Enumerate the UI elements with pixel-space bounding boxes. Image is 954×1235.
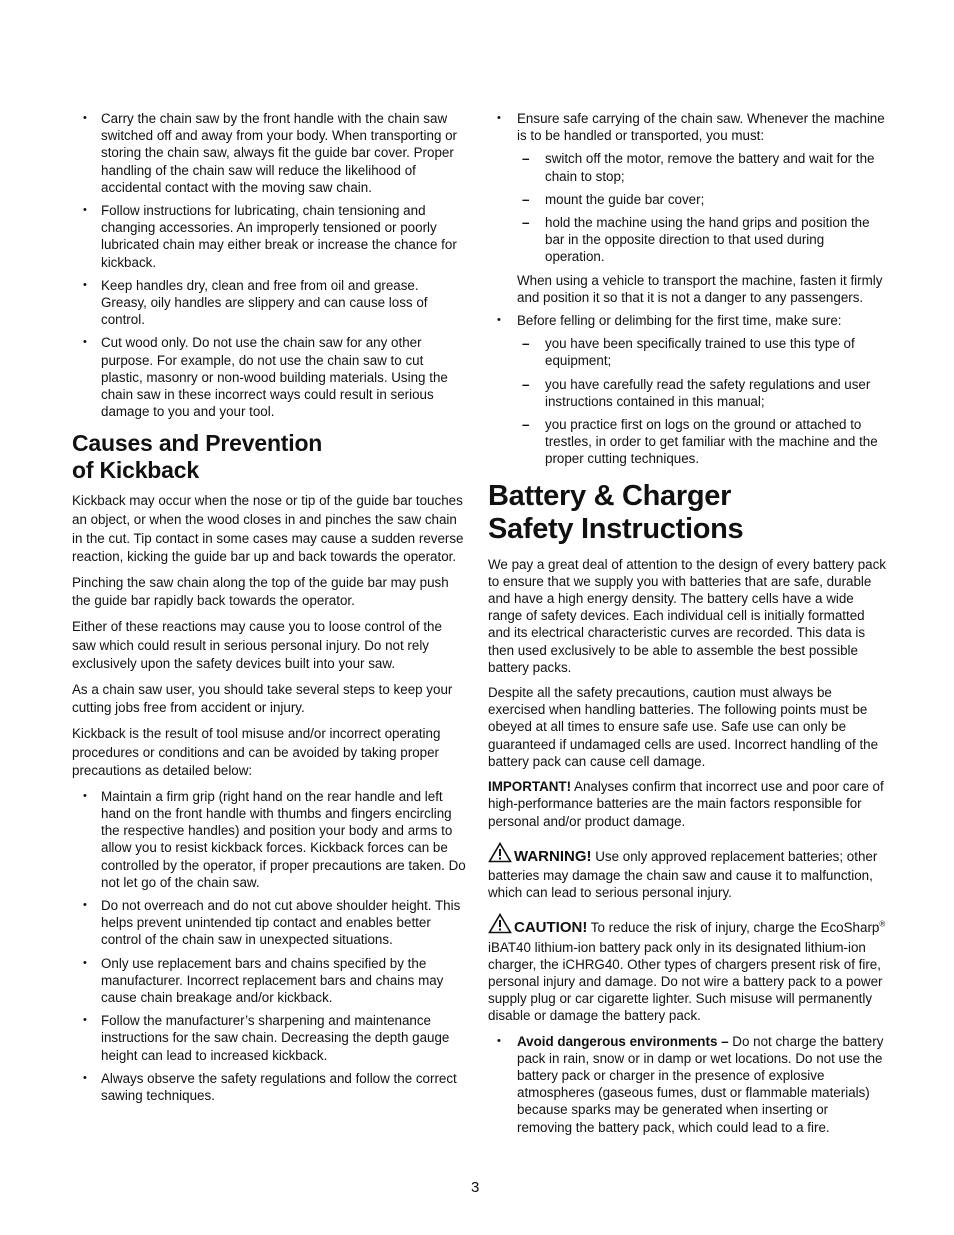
- dash-icon: –: [522, 376, 530, 392]
- list-item-text: Before felling or delimbing for the first time, make sure:: [517, 313, 842, 329]
- list-item-text: Keep handles dry, clean and free from oil and grease. Greasy, oily handles are slippery and can cause loss of control.: [101, 277, 428, 328]
- bullet-icon: •: [83, 1014, 87, 1027]
- dash-item: [517, 416, 886, 468]
- dash-item-text: hold the machine using the hand grips and position the bar in the opposite direction to that used during operation.: [545, 215, 870, 265]
- kickback-precautions-list: [72, 788, 467, 1104]
- list-item-text: Ensure safe carrying of the chain saw. Whenever the machine is to be handled or transported, you must:: [517, 111, 885, 144]
- bullet-icon: •: [83, 789, 87, 802]
- list-item: [72, 788, 467, 891]
- warning-label: WARNING!: [514, 847, 592, 865]
- bullet-icon: •: [497, 314, 501, 327]
- list-item: [488, 312, 886, 468]
- list-item-text: Only use replacement bars and chains specified by the manufacturer. Incorrect replacement bars and chains may cause chain breakage and/or kickback.: [101, 955, 444, 1005]
- list-item: [72, 897, 467, 949]
- kickback-heading: [72, 430, 467, 484]
- list-item: [488, 1033, 886, 1136]
- list-item-text: Follow the manufacturer’s sharpening and maintenance instructions for the saw chain. Decreasing the depth gauge height can lead to increased kickback.: [101, 1013, 450, 1063]
- bullet-icon: •: [497, 1034, 501, 1047]
- battery-paragraph: We pay a great deal of attention to the design of every battery pack to ensure that we supply you with batteries that are safe, durable and have a high energy density. The battery cells have a wide range of safety devices. Each individual cell is initially formatted and its electrical characteristic curves are recorded. This data is then used exclusively to be able to assemble the best possible battery packs.: [488, 556, 886, 675]
- list-item: [72, 1070, 467, 1104]
- felling-dash-list: [517, 335, 886, 467]
- bullet-icon: •: [83, 204, 87, 217]
- list-item: [72, 955, 467, 1007]
- battery-paragraph: Despite all the safety precautions, caution must always be exercised when handling batteries. The following points must be obeyed at all times to ensure safe use. Safe use can only be guaranteed if undamaged cells are used. Incorrect handling of the battery pack can cause cell damage.: [488, 685, 879, 769]
- battery-heading-line1: Battery & Charger: [488, 479, 732, 512]
- list-item-text: Always observe the safety regulations and follow the correct sawing techniques.: [101, 1070, 457, 1104]
- important-label: IMPORTANT!: [488, 779, 572, 795]
- list-item: [488, 110, 886, 306]
- warning-text: Use only approved replacement batteries; other batteries may damage the chain saw and cause it to malfunction, which can lead to serious personal injury.: [488, 848, 878, 901]
- list-item: [72, 334, 467, 420]
- list-item: [72, 1012, 467, 1064]
- carry-dash-list: [517, 150, 886, 265]
- bullet-icon: •: [83, 336, 87, 349]
- dash-item-text: you have been specifically trained to use this type of equipment;: [545, 336, 855, 369]
- bullet-icon: •: [497, 112, 501, 124]
- kickback-paragraph: Pinching the saw chain along the top of the guide bar may push the guide bar rapidly back towards the operator.: [72, 574, 449, 609]
- page-number: 3: [471, 1179, 480, 1196]
- dash-icon: –: [522, 215, 530, 231]
- dash-icon: –: [522, 151, 530, 167]
- caution-text: To reduce the risk of injury, charge the EcoSharp: [587, 920, 880, 936]
- registered-mark: ®: [879, 919, 886, 929]
- important-text: Analyses confirm that incorrect use and poor care of high-performance batteries are the main factors responsible for personal and/or product damage.: [488, 779, 884, 829]
- right-column: [488, 110, 886, 1142]
- list-item: [72, 202, 467, 271]
- caution-label: CAUTION!: [514, 919, 588, 937]
- battery-heading: [488, 480, 886, 546]
- avoid-label: Avoid dangerous environments –: [517, 1033, 729, 1049]
- battery-heading-line2: Safety Instructions: [488, 512, 744, 545]
- dash-item: [517, 335, 886, 369]
- bullet-icon: •: [83, 898, 87, 911]
- list-item-text: Do not overreach and do not cut above shoulder height. This helps prevent unintended tip contact and enables better control of the chain saw in unexpected situations.: [101, 897, 461, 948]
- kickback-heading-line2: of Kickback: [72, 457, 199, 484]
- bullet-icon: •: [83, 956, 87, 969]
- left-column: [72, 110, 467, 1110]
- dash-icon: –: [522, 417, 530, 433]
- dash-item-text: mount the guide bar cover;: [545, 191, 705, 207]
- list-item-text: Follow instructions for lubricating, chain tensioning and changing accessories. An improperly tensioned or poorly lubricated chain may either break or increase the chance for kickback.: [101, 203, 457, 270]
- dash-item-text: you have carefully read the safety regulations and user instructions contained in this manual;: [545, 376, 871, 409]
- list-item-text: Maintain a firm grip (right hand on the rear handle and left hand on the front handle with thumbs and fingers encircling the respective handles) and position your body and arms to allow you to resist kickback forces. Kickback forces can be controlled by the operator, if proper precautions are taken. Do not let go of the chain saw.: [101, 788, 466, 890]
- kickback-paragraph: Kickback may occur when the nose or tip of the guide bar touches an object, or when the wood closes in and pinches the saw chain in the cut. Tip contact in some cases may cause a sudden reverse reaction, kicking the guide bar up and back towards the operator.: [72, 493, 464, 565]
- dash-item: [517, 376, 886, 410]
- important-paragraph: [488, 778, 886, 830]
- battery-safety-list: [488, 1033, 886, 1136]
- kickback-paragraph: As a chain saw user, you should take several steps to keep your cutting jobs free from accident or injury.: [72, 681, 453, 716]
- bullet-icon: •: [83, 1071, 87, 1084]
- caution-triangle-icon: [488, 913, 512, 938]
- caution-paragraph: [488, 913, 886, 1024]
- chain-saw-safety-list: [72, 110, 467, 420]
- dash-icon: –: [522, 191, 530, 207]
- dash-item: [517, 214, 886, 266]
- warning-triangle-icon: [488, 842, 512, 867]
- dash-icon: –: [522, 336, 530, 352]
- kickback-paragraph: Either of these reactions may cause you to loose control of the saw which could result in serious personal injury. Do not rely exclusively upon the safety devices built into your saw.: [72, 619, 442, 672]
- avoid-text: Do not charge the battery pack in rain, snow or in damp or wet locations. Do not use the battery pack or charger in the presence of explosive atmospheres (gaseous fumes, dust or flammable materials) because sparks may be generated when inserting or removing the battery pack, which could lead to a fire.: [517, 1033, 884, 1135]
- dash-item-text: you practice first on logs on the ground or attached to trestles, in order to get familiar with the machine and the proper cutting techniques.: [545, 417, 878, 467]
- bullet-icon: •: [83, 112, 87, 124]
- caution-text-continued: iBAT40 lithium-ion battery pack only in its designated lithium-ion charger, the iCHRG40. Other types of chargers present risk of fire, personal injury and damage. Do not wire a battery pack to a power supply plug or car cigarette lighter. Such misuse will permanently disable or damage the battery pack.: [488, 939, 883, 1024]
- list-item-text: Carry the chain saw by the front handle with the chain saw switched off and away from your body. When transporting or storing the chain saw, always fit the guide bar cover. Proper handling of the chain saw will reduce the likelihood of accidental contact with the moving saw chain.: [101, 111, 458, 195]
- dash-item: [517, 191, 886, 208]
- dash-item: [517, 150, 886, 184]
- kickback-heading-line1: Causes and Prevention: [72, 430, 323, 457]
- transport-list: [488, 110, 886, 468]
- list-item: [72, 110, 467, 196]
- dash-item-text: switch off the motor, remove the battery and wait for the chain to stop;: [545, 151, 875, 184]
- bullet-icon: •: [83, 278, 87, 291]
- list-item-text: Cut wood only. Do not use the chain saw for any other purpose. For example, do not use the chain saw to cut plastic, masonry or non-wood building materials. Using the chain saw in these incorrect ways could result in serious damage to you and your tool.: [101, 335, 448, 420]
- kickback-paragraph: Kickback is the result of tool misuse and/or incorrect operating procedures or conditions and can be avoided by taking proper precautions as detailed below:: [72, 725, 441, 779]
- vehicle-paragraph: When using a vehicle to transport the machine, fasten it firmly and position it so that it is not a danger to any passengers.: [517, 272, 883, 305]
- warning-paragraph: [488, 842, 886, 902]
- list-item: [72, 277, 467, 329]
